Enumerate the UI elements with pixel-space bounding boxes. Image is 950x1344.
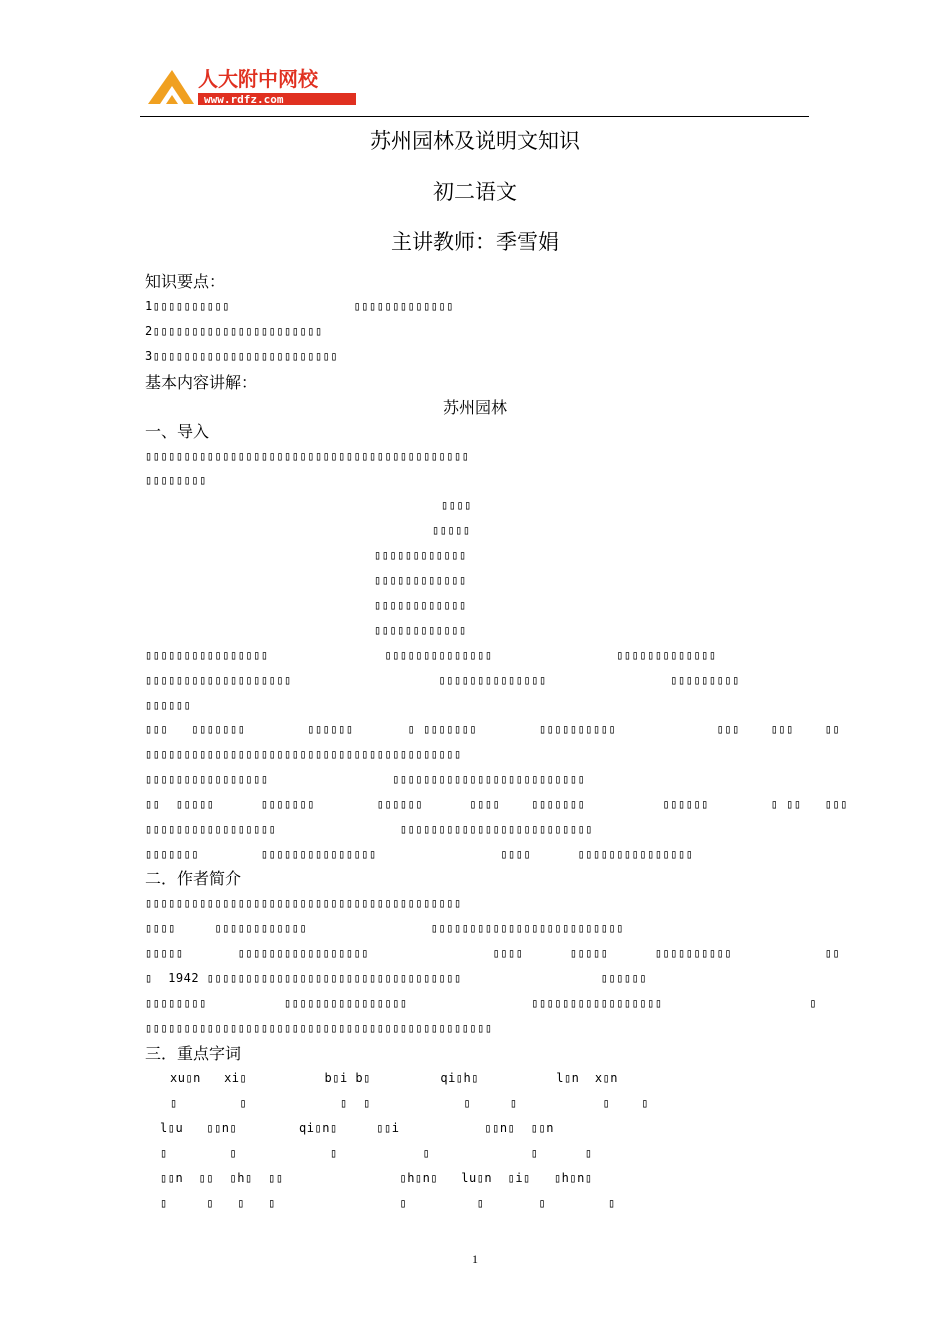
paragraph-line: ▯▯▯▯▯▯▯▯▯▯▯▯▯▯▯▯▯▯▯▯▯▯▯▯▯▯▯▯▯▯▯▯▯▯▯▯▯▯▯▯▯▯▯▯▯ bbox=[145, 1021, 493, 1035]
paragraph-line: ▯▯▯▯▯ ▯▯▯▯▯▯▯▯▯▯▯▯▯▯▯▯▯ ▯▯▯▯ ▯▯▯▯▯ ▯▯▯▯▯▯▯▯▯▯ ▯▯ bbox=[145, 946, 841, 960]
poem-line: ▯▯▯▯▯▯▯▯▯▯▯▯ bbox=[374, 573, 467, 587]
paragraph-line: ▯▯▯▯▯▯▯▯ bbox=[145, 473, 207, 487]
paragraph-line: ▯▯▯▯▯▯▯▯▯▯▯▯▯▯▯▯▯▯▯▯▯▯▯▯▯▯▯▯▯▯▯▯▯▯▯▯▯▯▯▯▯ bbox=[145, 747, 462, 761]
pinyin-line: l▯u ▯▯n▯ qi▯n▯ ▯▯i ▯▯n▯ ▯▯n bbox=[160, 1121, 554, 1135]
subject-title: 初二语文 bbox=[433, 180, 517, 204]
knowledge-point: 1▯▯▯▯▯▯▯▯▯▯ ▯▯▯▯▯▯▯▯▯▯▯▯▯ bbox=[145, 299, 454, 313]
paragraph-line: ▯▯▯▯▯▯▯▯▯▯▯▯▯▯▯▯▯▯▯ ▯▯▯▯▯▯▯▯▯▯▯▯▯▯ ▯▯▯▯▯▯▯▯▯ bbox=[145, 673, 740, 687]
paragraph-line: ▯▯▯▯▯▯▯▯▯▯▯▯▯▯▯▯▯▯▯▯▯▯▯▯▯▯▯▯▯▯▯▯▯▯▯▯▯▯▯▯▯ bbox=[145, 896, 462, 910]
section-heading-author: 二．作者简介 bbox=[145, 869, 242, 888]
school-logo bbox=[146, 64, 366, 110]
paragraph-line: ▯▯▯▯▯▯ bbox=[145, 698, 192, 712]
character-line: ▯ ▯ ▯ ▯ ▯ ▯ bbox=[160, 1146, 593, 1160]
paragraph-line: ▯▯▯▯▯▯▯▯ ▯▯▯▯▯▯▯▯▯▯▯▯▯▯▯▯ ▯▯▯▯▯▯▯▯▯▯▯▯▯▯▯▯▯ ▯ bbox=[145, 996, 818, 1010]
knowledge-heading: 知识要点： bbox=[145, 272, 226, 291]
logo-triangle-icon bbox=[146, 64, 366, 110]
paragraph-line: ▯▯▯▯▯▯▯▯▯▯▯▯▯▯▯▯▯ ▯▯▯▯▯▯▯▯▯▯▯▯▯▯▯▯▯▯▯▯▯▯▯▯▯ bbox=[145, 822, 594, 836]
character-line: ▯ ▯ ▯ ▯ ▯ ▯ ▯ ▯ bbox=[170, 1096, 649, 1110]
paragraph-line: ▯ 1942 ▯▯▯▯▯▯▯▯▯▯▯▯▯▯▯▯▯▯▯▯▯▯▯▯▯▯▯▯▯▯▯▯▯ ▯▯▯▯▯▯ bbox=[145, 971, 648, 985]
teacher-line: 主讲教师：季雪娟 bbox=[391, 230, 559, 254]
poem-line: ▯▯▯▯▯▯▯▯▯▯▯▯ bbox=[374, 598, 467, 612]
paragraph-line: ▯▯▯▯▯▯▯▯▯▯▯▯▯▯▯▯▯▯▯▯▯▯▯▯▯▯▯▯▯▯▯▯▯▯▯▯▯▯▯▯▯▯ bbox=[145, 449, 470, 463]
logo-text: 人大附中网校 bbox=[198, 67, 318, 91]
poem-line: ▯▯▯▯▯ bbox=[432, 523, 471, 537]
pinyin-line: ▯▯n ▯▯ ▯h▯ ▯▯ ▯h▯n▯ lu▯n ▯i▯ ▯h▯n▯ bbox=[160, 1171, 593, 1185]
knowledge-point: 3▯▯▯▯▯▯▯▯▯▯▯▯▯▯▯▯▯▯▯▯▯▯▯▯ bbox=[145, 349, 339, 363]
header-rule bbox=[140, 116, 809, 117]
poem-line: ▯▯▯▯▯▯▯▯▯▯▯▯ bbox=[374, 548, 467, 562]
knowledge-point: 2▯▯▯▯▯▯▯▯▯▯▯▯▯▯▯▯▯▯▯▯▯▯ bbox=[145, 324, 323, 338]
poem-line: ▯▯▯▯ bbox=[441, 498, 472, 512]
poem-line: ▯▯▯▯▯▯▯▯▯▯▯▯ bbox=[374, 623, 467, 637]
lesson-title: 苏州园林 bbox=[442, 398, 507, 417]
basic-content-heading: 基本内容讲解： bbox=[145, 373, 258, 392]
pinyin-line: xu▯n xi▯ b▯i b▯ qi▯h▯ l▯n x▯n bbox=[170, 1071, 619, 1085]
paragraph-line: ▯▯▯▯ ▯▯▯▯▯▯▯▯▯▯▯▯ ▯▯▯▯▯▯▯▯▯▯▯▯▯▯▯▯▯▯▯▯▯▯▯▯▯ bbox=[145, 921, 624, 935]
paragraph-line: ▯▯▯▯▯▯▯ ▯▯▯▯▯▯▯▯▯▯▯▯▯▯▯ ▯▯▯▯ ▯▯▯▯▯▯▯▯▯▯▯▯▯▯▯ bbox=[145, 847, 694, 861]
logo-url: www.rdfz.com bbox=[204, 93, 284, 106]
character-line: ▯ ▯ ▯ ▯ ▯ ▯ ▯ ▯ bbox=[160, 1196, 616, 1210]
paragraph-line: ▯▯ ▯▯▯▯▯ ▯▯▯▯▯▯▯ ▯▯▯▯▯▯ ▯▯▯▯ ▯▯▯▯▯▯▯ ▯▯▯▯▯▯ ▯ ▯▯ ▯▯▯ bbox=[145, 797, 848, 811]
page-number: 1 bbox=[472, 1252, 478, 1266]
document-title: 苏州园林及说明文知识 bbox=[370, 129, 580, 153]
section-heading-vocabulary: 三．重点字词 bbox=[145, 1044, 242, 1063]
paragraph-line: ▯▯▯ ▯▯▯▯▯▯▯ ▯▯▯▯▯▯ ▯ ▯▯▯▯▯▯▯ ▯▯▯▯▯▯▯▯▯▯ ▯▯▯ ▯▯▯ ▯▯ bbox=[145, 722, 841, 736]
paragraph-line: ▯▯▯▯▯▯▯▯▯▯▯▯▯▯▯▯ ▯▯▯▯▯▯▯▯▯▯▯▯▯▯▯▯▯▯▯▯▯▯▯▯▯ bbox=[145, 772, 586, 786]
paragraph-line: ▯▯▯▯▯▯▯▯▯▯▯▯▯▯▯▯ ▯▯▯▯▯▯▯▯▯▯▯▯▯▯ ▯▯▯▯▯▯▯▯▯▯▯▯▯ bbox=[145, 648, 717, 662]
section-heading-intro: 一、导入 bbox=[145, 422, 210, 441]
